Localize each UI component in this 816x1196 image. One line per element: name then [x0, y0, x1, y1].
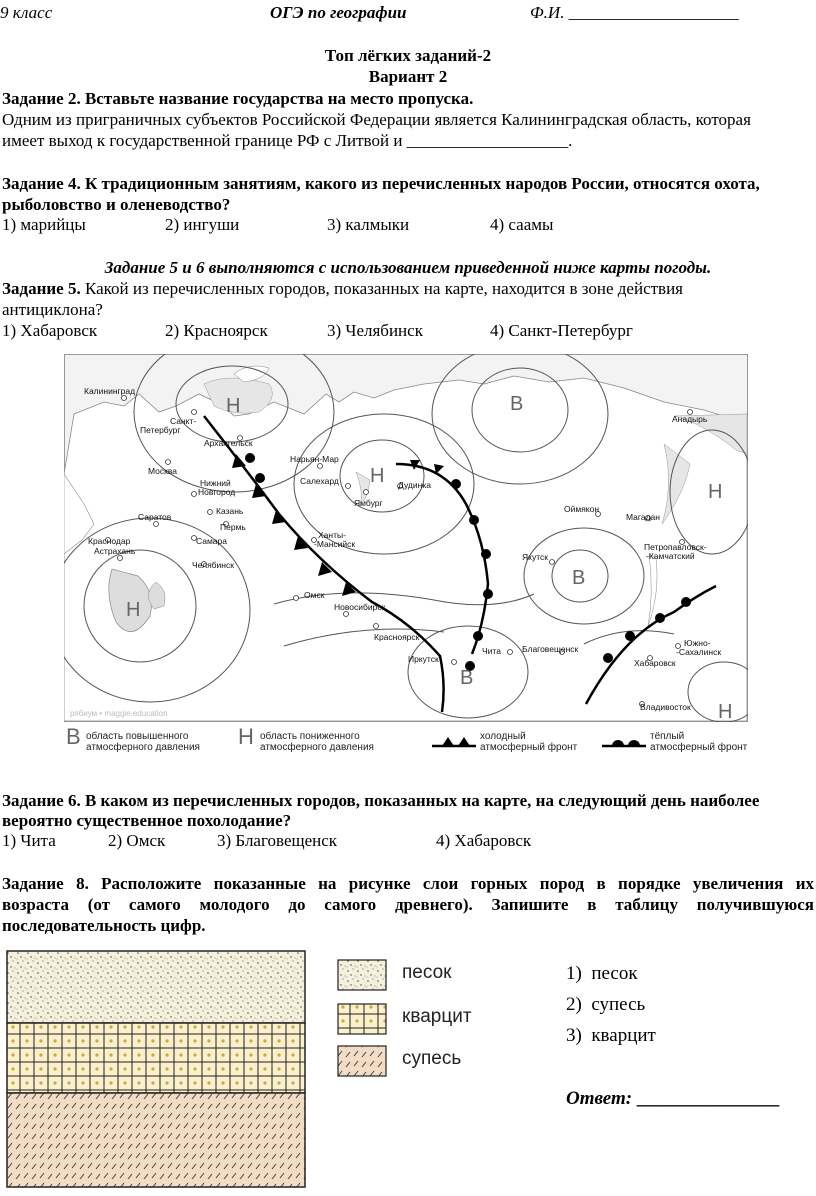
- high-label-1: В: [510, 393, 524, 415]
- warm-front-mark: [681, 597, 691, 607]
- city-dot: [344, 612, 349, 617]
- rock-list-item-2: [566, 994, 645, 1015]
- name-field-label: Ф.И. ____________________: [530, 3, 739, 22]
- map-watermark: рябиум • maggie.education: [70, 709, 168, 718]
- city-dot: [550, 560, 555, 565]
- warm-front-mark: [603, 653, 613, 663]
- city-ys-1: Южно-: [684, 638, 711, 648]
- city-chita: Чита: [482, 646, 501, 656]
- task5-option-3[interactable]: 3) Челябинск: [327, 321, 423, 340]
- city-pk-2: -Камчатский: [646, 551, 695, 561]
- task56-intro: Задание 5 и 6 выполняются с использованием приведенной ниже карты погоды.: [104, 258, 712, 277]
- warm-front-mark: [469, 515, 479, 525]
- legend-warm-line1: тёплый: [650, 731, 685, 742]
- legend-high-text: [86, 731, 200, 753]
- city-saratov: Саратов: [138, 512, 172, 522]
- task8-line1: Задание 8. Расположите показанные на рисунке слои горных пород в порядке увеличения их: [2, 874, 814, 893]
- city-arkhangelsk: Архангельск: [204, 438, 253, 448]
- rock-layers-figure: [6, 950, 306, 1188]
- high-label-2: В: [572, 567, 586, 589]
- city-astrakhan: Астрахань: [94, 546, 136, 556]
- task6-option-1[interactable]: 1) Чита: [2, 831, 56, 850]
- rock-legend-sand: песок: [402, 962, 452, 983]
- rock-list-num-2: 2): [566, 994, 582, 1015]
- warm-front-mark: [483, 589, 493, 599]
- warm-front-mark: [473, 631, 483, 641]
- city-spb-1: Санкт-: [170, 416, 197, 426]
- rock-legend-sandy-loam: супесь: [402, 1048, 462, 1069]
- answer-blank[interactable]: _______________: [636, 1088, 780, 1109]
- task6-option-2[interactable]: 2) Омск: [108, 831, 166, 850]
- city-dot: [122, 396, 127, 401]
- warm-front-mark: [655, 613, 665, 623]
- city-kazan: Казань: [216, 506, 244, 516]
- legend-warm-front-icon: [602, 734, 646, 748]
- task5-label: Задание 5.: [2, 279, 81, 298]
- city-chelyabinsk: Челябинск: [192, 560, 234, 570]
- task5-text: Какой из перечисленных городов, показанных на карте, находится в зоне действия: [84, 279, 683, 298]
- weather-map-svg: [64, 354, 748, 722]
- legend-low-text: [260, 731, 374, 753]
- task8-line3: последовательность цифр.: [2, 916, 206, 935]
- city-spb-2: Петербург: [140, 425, 181, 435]
- task4-options: [2, 214, 814, 235]
- legend-swatch-loam: [338, 1046, 386, 1076]
- city-yakutsk: Якутск: [522, 552, 548, 562]
- low-label-3: Н: [126, 599, 141, 621]
- city-blagoveshchensk: Благовещенск: [522, 644, 579, 654]
- city-irkutsk: Иркутск: [408, 654, 439, 664]
- city-dot: [118, 556, 123, 561]
- task4-option-2[interactable]: 2) ингуши: [165, 215, 240, 234]
- page-header: [0, 2, 816, 24]
- city-ys-2: -Сахалинск: [676, 647, 722, 657]
- task6-options: [2, 830, 814, 851]
- legend-swatch-quartzite: [338, 1004, 386, 1034]
- legend-high-symbol: В: [66, 724, 81, 749]
- task4-option-4[interactable]: 4) саамы: [490, 215, 554, 234]
- city-dot: [364, 490, 369, 495]
- warm-front-mark: [451, 479, 461, 489]
- task4-line2: рыболовство и оленеводство?: [2, 195, 231, 214]
- city-dot: [508, 650, 513, 655]
- task5-option-2[interactable]: 2) Красноярск: [165, 321, 268, 340]
- city-vladivostok: Владивосток: [640, 702, 691, 712]
- city-dot: [346, 484, 351, 489]
- subject-label: ОГЭ по географии: [270, 3, 407, 22]
- city-dot: [208, 510, 213, 515]
- city-samara: Самара: [196, 536, 227, 546]
- task5-line1: [2, 278, 814, 299]
- rock-legend-quartzite: кварцит: [402, 1006, 472, 1027]
- city-yamburg: Ямбург: [354, 498, 383, 508]
- rock-layer-sand: [7, 951, 305, 1023]
- legend-low-line1: область пониженного: [260, 731, 360, 742]
- task5-options: [2, 320, 814, 341]
- map-legend: [64, 726, 748, 762]
- warm-front-mark: [245, 453, 255, 463]
- answer-line: [566, 1088, 779, 1109]
- city-moscow: Москва: [148, 466, 178, 476]
- city-krasnodar: Краснодар: [88, 536, 131, 546]
- city-anadyr: Анадырь: [672, 414, 708, 424]
- legend-high-line1: область повышенного: [86, 731, 189, 742]
- city-dot: [166, 460, 171, 465]
- task6-option-4[interactable]: 4) Хабаровск: [436, 831, 532, 850]
- city-dot: [154, 522, 159, 527]
- grade-label: 9 класс: [0, 3, 53, 22]
- page-title: Топ лёгких заданий-2: [324, 46, 492, 65]
- rock-list-text-1: песок: [591, 963, 638, 984]
- city-pk-1: Петропавловск-: [644, 542, 707, 552]
- rock-list-text-2: супесь: [591, 994, 646, 1015]
- task2-line1: Одним из приграничных субъектов Российской Федерации является Калининградская область, которая: [2, 110, 751, 129]
- rock-list-num-3: 3): [566, 1025, 582, 1046]
- city-salekhard: Салехард: [300, 476, 339, 486]
- task2-heading: Задание 2. Вставьте название государства на место пропуска.: [2, 89, 474, 108]
- low-label-2: Н: [370, 465, 385, 487]
- legend-low-line2: атмосферного давления: [260, 742, 374, 753]
- legend-swatch-sand: [338, 960, 386, 990]
- legend-cold-front-icon: [432, 734, 476, 748]
- task5-line2: антициклона?: [2, 300, 103, 319]
- city-khabarovsk: Хабаровск: [634, 658, 676, 668]
- rock-legend-swatches: [336, 958, 388, 1078]
- warm-front-mark: [625, 631, 635, 641]
- rock-list-item-3: [566, 1025, 656, 1046]
- city-khm-2: -Мансийск: [314, 539, 356, 549]
- high-label-3: В: [460, 667, 474, 689]
- rock-list-num-1: 1): [566, 963, 582, 984]
- city-dot: [192, 410, 197, 415]
- warm-front-mark: [481, 549, 491, 559]
- city-dot: [192, 492, 197, 497]
- city-dot: [452, 660, 457, 665]
- legend-cold-line2: атмосферный фронт: [480, 742, 578, 753]
- task8-line2: возраста (от самого молодого до самого древнего). Запишите в таблицу получившуюся: [2, 895, 814, 914]
- legend-low-symbol: Н: [238, 724, 254, 749]
- variant-title: Вариант 2: [368, 67, 448, 86]
- city-nn-1: Нижний: [200, 478, 231, 488]
- task6-line1: Задание 6. В каком из перечисленных городов, показанных на карте, на следующий день наиболее: [2, 791, 760, 810]
- rock-layer-sandy-loam: [7, 1093, 305, 1187]
- city-krasnoyarsk: Красноярск: [374, 632, 420, 642]
- task4-line1: Задание 4. К традиционным занятиям, какого из перечисленных народов России, относятся охота,: [2, 174, 760, 193]
- city-dudinka: Дудинка: [398, 480, 431, 490]
- low-label-4: Н: [708, 481, 723, 503]
- legend-high-line2: атмосферного давления: [86, 742, 200, 753]
- legend-cold-line1: холодный: [480, 731, 526, 742]
- low-label-1: Н: [226, 395, 241, 417]
- city-naryan-mar: Нарьян-Мар: [290, 454, 339, 464]
- warm-front-mark: [255, 473, 265, 483]
- task6-line2: вероятно существенное похолодание?: [2, 811, 292, 830]
- task5-option-1[interactable]: 1) Хабаровск: [2, 321, 98, 340]
- city-oymyakon: Оймякон: [564, 504, 600, 514]
- legend-warm-line2: атмосферный фронт: [650, 742, 748, 753]
- city-omsk: Омск: [304, 590, 325, 600]
- task4-option-3[interactable]: 3) калмыки: [327, 215, 410, 234]
- rock-list-text-3: кварцит: [591, 1025, 656, 1046]
- rock-layer-quartzite: [7, 1023, 305, 1093]
- task5-option-4[interactable]: 4) Санкт-Петербург: [490, 321, 633, 340]
- city-dot: [374, 624, 379, 629]
- task6-option-3[interactable]: 3) Благовещенск: [217, 831, 338, 850]
- city-magadan: Магадан: [626, 512, 660, 522]
- legend-warm-text: [650, 731, 747, 753]
- task4-option-1[interactable]: 1) марийцы: [2, 215, 86, 234]
- answer-label: Ответ:: [566, 1088, 633, 1109]
- city-dot: [318, 464, 323, 469]
- weather-map: [64, 354, 748, 764]
- city-khm-1: Ханты-: [318, 530, 346, 540]
- city-novosibirsk: Новосибирск: [334, 602, 386, 612]
- city-nn-2: Новгород: [198, 487, 236, 497]
- city-perm: Пермь: [220, 522, 246, 532]
- city-dot: [294, 596, 299, 601]
- low-label-5: Н: [718, 701, 733, 722]
- rock-list-item-1: [566, 963, 638, 984]
- legend-cold-text: [480, 731, 577, 753]
- task2-line2: имеет выход к государственной границе РФ с Литвой и ___________________.: [2, 131, 573, 150]
- city-kaliningrad: Калининград: [84, 386, 136, 396]
